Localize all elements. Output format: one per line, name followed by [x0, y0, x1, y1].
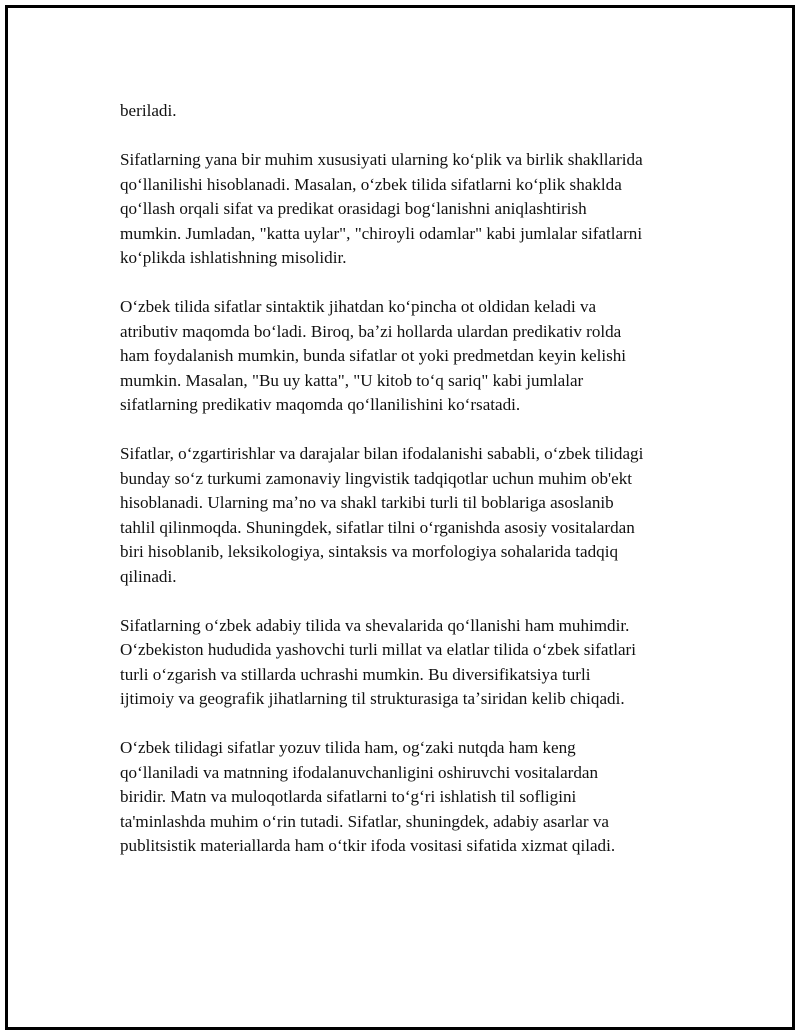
text-line: Sifatlar, oʻzgartirishlar va darajalar bilan ifodalanishi sababli, oʻzbek tilidagi [120, 444, 644, 463]
text-line: turli oʻzgarish va stillarda uchrashi mumkin. Bu diversifikatsiya turli [120, 664, 591, 684]
text-line: mumkin. Masalan, "Bu uy katta", "U kitob toʻq sariq" kabi jumlalar [120, 370, 584, 390]
text-line: Oʻzbek tilida sifatlar sintaktik jihatdan koʻpincha ot oldidan keladi va [120, 297, 597, 316]
text-line: sifatlarning predikativ maqomda qoʻllanilishini koʻrsatadi. [120, 395, 521, 414]
paragraph-5 [120, 614, 700, 712]
text-line: qoʻllash orqali sifat va predikat orasidagi bogʻlanishni aniqlashtirish [120, 199, 587, 218]
paragraph-4 [120, 442, 700, 589]
text-line: Sifatlarning yana bir muhim xususiyati ularning koʻplik va birlik shakllarida [120, 150, 643, 169]
text-line: Oʻzbek tilidagi sifatlar yozuv tilida ham, ogʻzaki nutqda ham keng [120, 738, 576, 757]
text-line: ijtimoiy va geografik jihatlarning til strukturasiga taʼsiridan kelib chiqadi. [120, 689, 625, 708]
paragraph-1 [120, 99, 700, 124]
text-line: bunday soʻz turkumi zamonaviy lingvistik tadqiqotlar uchun muhim ob'ekt [120, 468, 633, 488]
text-line: qoʻllaniladi va matnning ifodalanuvchanligini oshiruvchi vositalardan [120, 762, 599, 782]
text-line: Sifatlarning oʻzbek adabiy tilida va shevalarida qoʻllanishi ham muhimdir. [120, 615, 630, 635]
text-line: beriladi. [120, 101, 177, 120]
text-line: publitsistik materiallarda ham oʻtkir ifoda vositasi sifatida xizmat qiladi. [120, 836, 616, 855]
text-line: qoʻllanilishi hisoblanadi. Masalan, oʻzbek tilida sifatlarni koʻplik shaklda [120, 174, 622, 194]
text-line: Oʻzbekiston hududida yashovchi turli millat va elatlar tilida oʻzbek sifatlari [120, 640, 636, 659]
text-line: biridir. Matn va muloqotlarda sifatlarni toʻgʻri ishlatish til sofligini [120, 787, 577, 806]
page-frame [5, 5, 795, 1030]
paragraph-3 [120, 295, 700, 418]
paragraph-6 [120, 736, 700, 859]
text-line: ta'minlashda muhim oʻrin tutadi. Sifatlar, shuningdek, adabiy asarlar va [120, 811, 609, 831]
paragraph-2 [120, 148, 700, 271]
document-body [120, 99, 700, 883]
text-line: biri hisoblanib, leksikologiya, sintaksis va morfologiya sohalarida tadqiq [120, 542, 619, 561]
text-line: qilinadi. [120, 566, 177, 586]
text-line: hisoblanadi. Ularning maʼno va shakl tarkibi turli til boblariga asoslanib [120, 493, 614, 512]
text-line: ham foydalanish mumkin, bunda sifatlar ot yoki predmetdan keyin kelishi [120, 346, 627, 365]
text-line: mumkin. Jumladan, "katta uylar", "chiroyli odamlar" kabi jumlalar sifatlarni [120, 223, 643, 243]
text-line: atributiv maqomda boʻladi. Biroq, baʼzi hollarda ulardan predikativ rolda [120, 321, 622, 341]
text-line: koʻplikda ishlatishning misolidir. [120, 248, 347, 267]
text-line: tahlil qilinmoqda. Shuningdek, sifatlar tilni oʻrganishda asosiy vositalardan [120, 517, 635, 537]
